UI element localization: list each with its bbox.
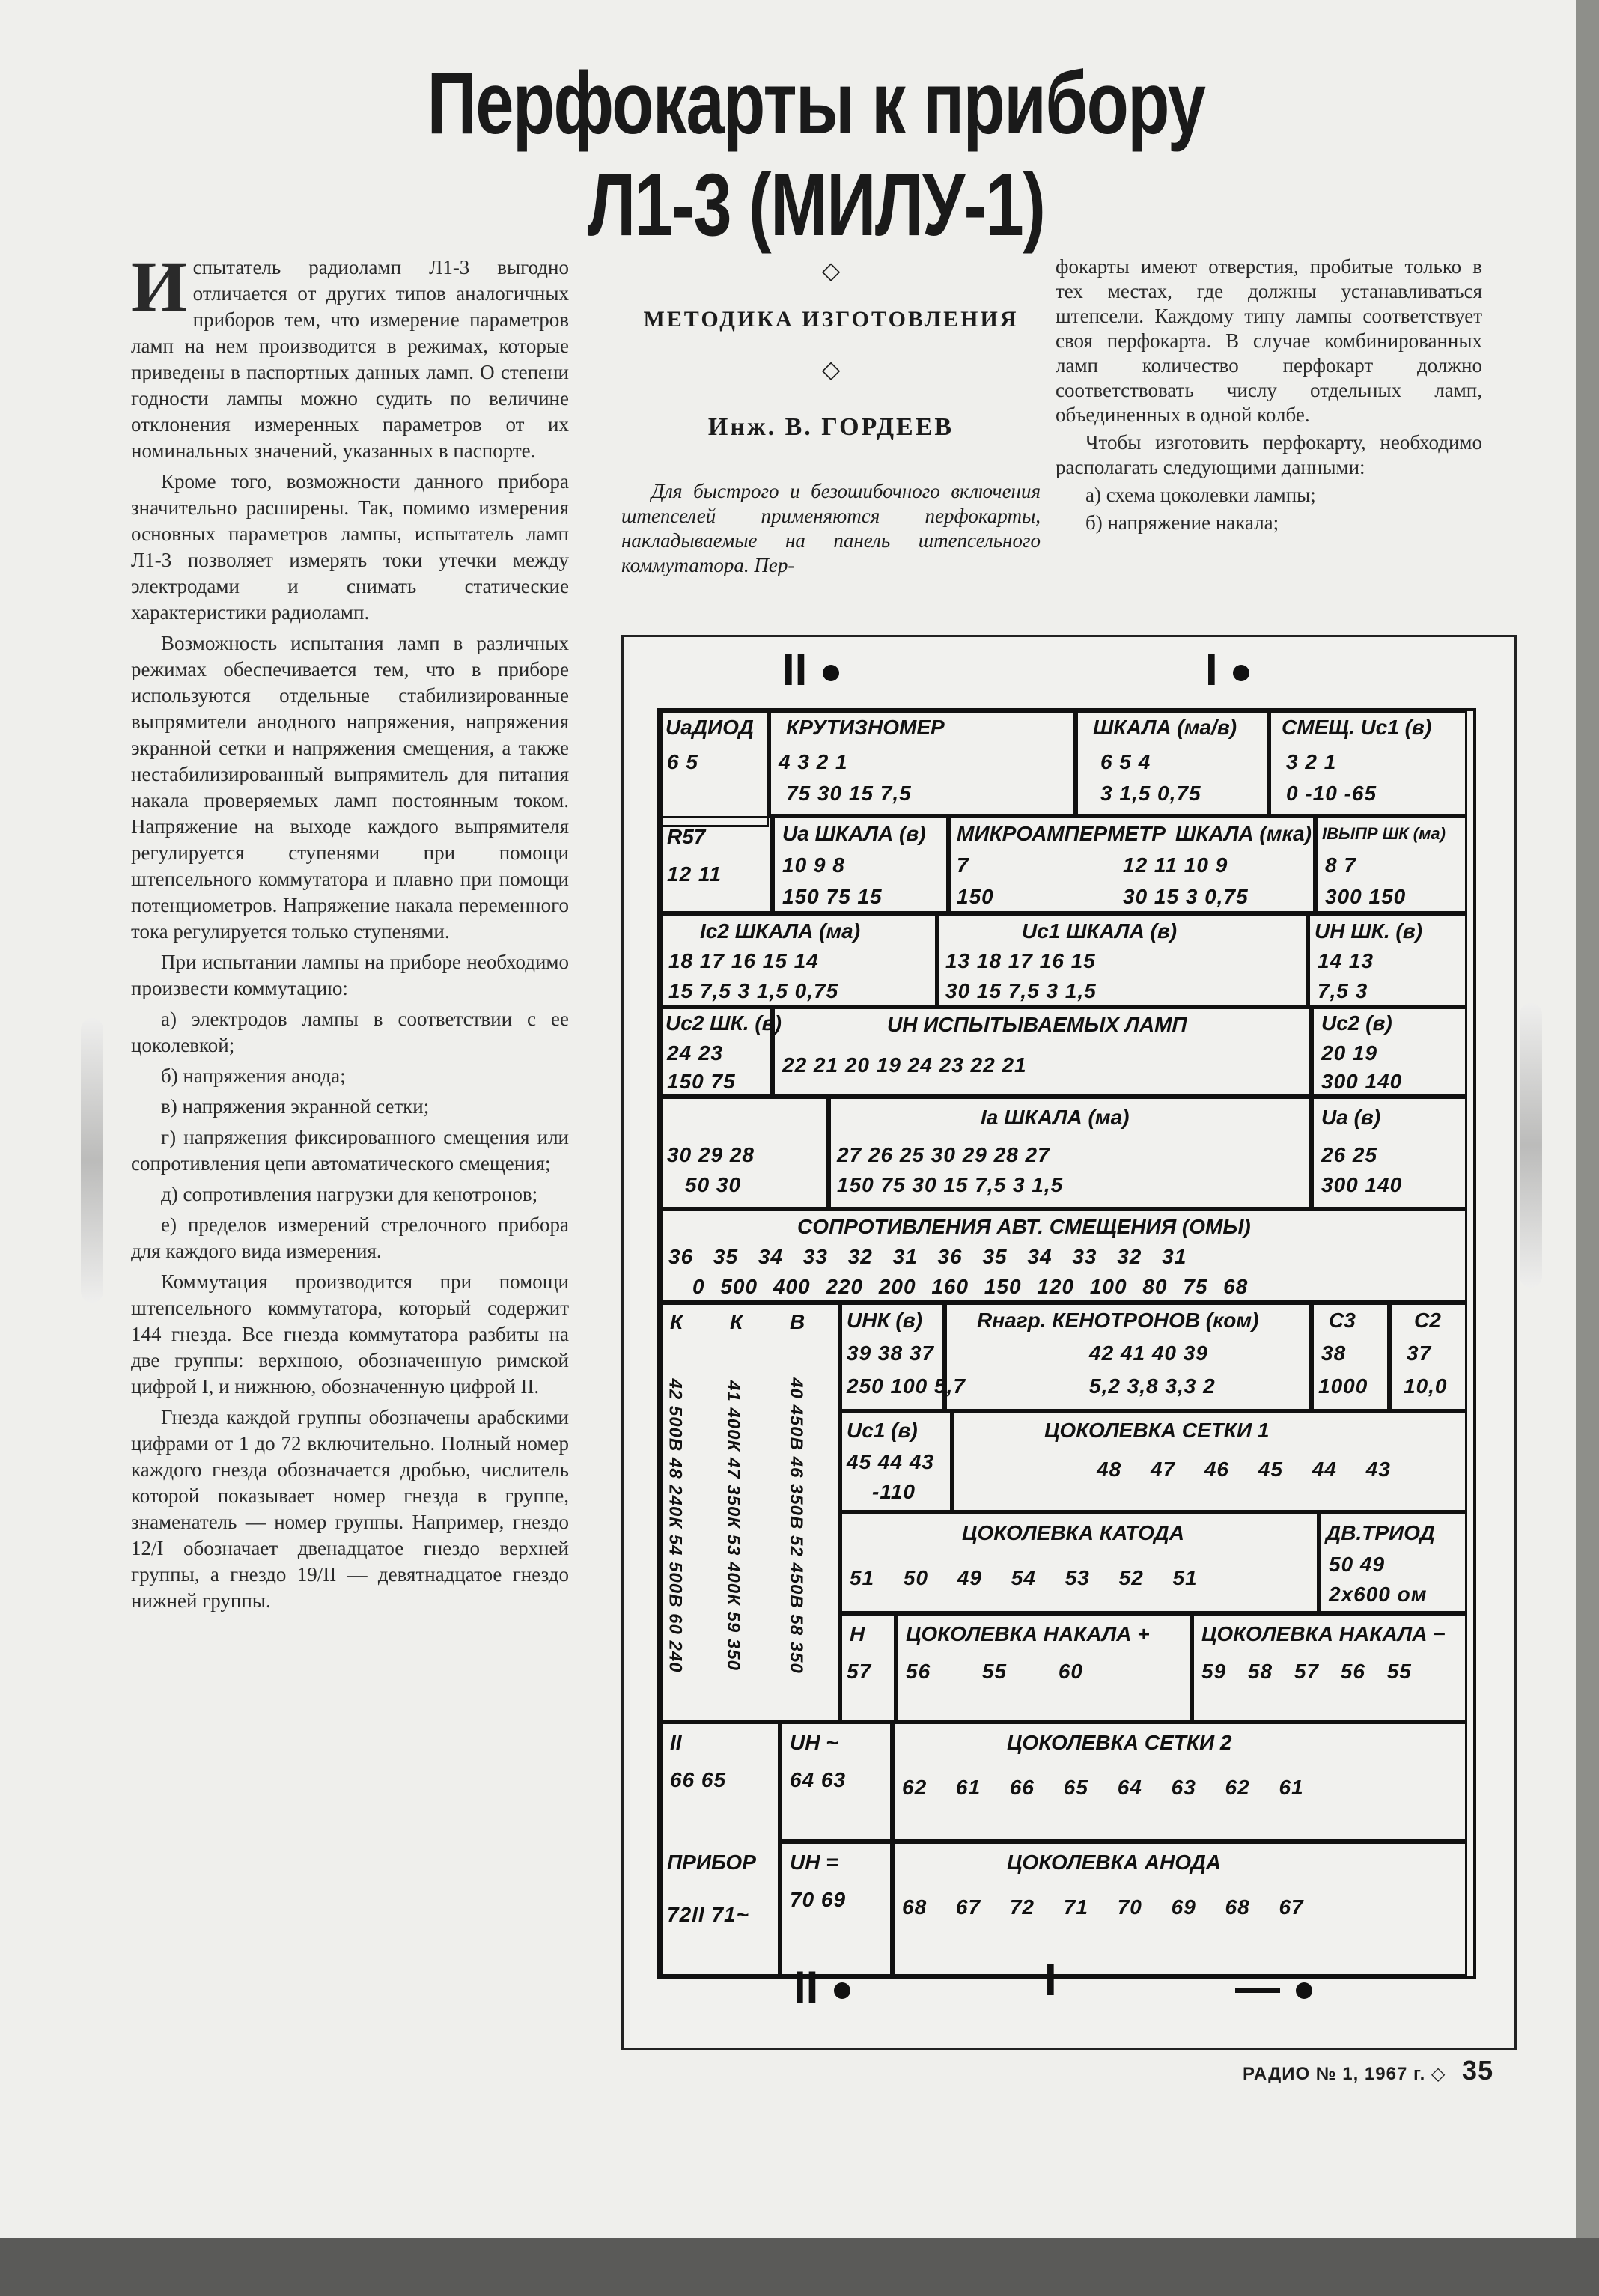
paragraph: фокарты имеют отверстия, пробитые только в тех местах, где должны устанавливаться штепсели. Каждому типу лампы соответствует своя перфокарта. В случае комбинированных ламп количество перфокарт должно соответствовать числу отдельных ламп, объединенных в одной колбе. <box>1056 255 1482 426</box>
list-item: г) напряжения фиксированного смещения или сопротивления цепи автоматического смещения; <box>131 1126 569 1175</box>
section-title: МЕТОДИКА ИЗГОТОВЛЕНИЯ <box>643 307 1019 332</box>
list-item: д) сопротивления нагрузки для кенотронов; <box>161 1183 538 1205</box>
paragraph: спытатель радиоламп Л1-3 выгодно отличается от других типов аналогичных приборов тем, что измерение параметров ламп на нем производится в режимах, которые приведены в паспортных данных ламп. О степени годности лампы можно судить по величине отклонения измеренных параметров от их номинальных значений, указанных в паспорте. <box>131 256 569 462</box>
list-item: а) электродов лампы в соответствии с ее цоколевкой; <box>131 1008 569 1056</box>
article-column-2 <box>621 255 1041 578</box>
cell-nakal-plus: ЦОКОЛЕВКА НАКАЛА + 56 55 60 <box>896 1613 1192 1722</box>
paragraph: Коммутация производится при помощи штепсельного коммутатора, который содержит 144 гнезда. Все гнезда коммутатора разбиты на две группы: верхнюю, обозначенную римской цифрой I, и нижнюю, обозначенную цифрой II. <box>131 1270 569 1398</box>
page-footer <box>1243 2055 1493 2086</box>
page-number: 35 <box>1462 2055 1494 2086</box>
journal-info: РАДИО № 1, 1967 г. <box>1243 2064 1426 2084</box>
cell-cokolevka-anoda: ЦОКОЛЕВКА АНОДА 68 67 72 71 70 69 68 67 <box>892 1842 1467 1976</box>
binding-shadow <box>81 1018 103 1303</box>
cell-ua-shkala: Uа ШКАЛА (в) 10 9 8 150 75 15 <box>773 816 948 913</box>
paragraph: Чтобы изготовить перфокарту, необходимо располагать следующими данными: <box>1056 431 1482 478</box>
cell-r57: R57 12 11 <box>660 816 773 913</box>
list-item: б) напряжение накала; <box>1085 511 1279 534</box>
cell-uadiod: UаДИОД 6 5 <box>660 711 769 827</box>
cell-smeshenie: СМЕЩ. Uс1 (в) 3 2 1 0 -10 -65 <box>1269 711 1467 816</box>
cell-cokolevka-setki-1: ЦОКОЛЕВКА СЕТКИ 1 48 47 46 45 44 43 <box>952 1411 1467 1512</box>
paragraph: Для быстрого и безошибочного включения штепселей применяются перфокарты, накладываемые на панель штепсельного коммутатора. Пер- <box>621 480 1041 576</box>
cell-soprotivleniya: СОПРОТИВЛЕНИЯ АВТ. СМЕЩЕНИЯ (ОМЫ) 36 35 34 33 32 31 36 35 34 33 32 31 0 500 400 220 200 160 150 120 100 80 75 68 <box>660 1209 1467 1303</box>
group-mark-ii: II <box>782 644 842 695</box>
cell-ua-v: Uа (в) 26 25 300 140 <box>1312 1097 1467 1209</box>
cell-uc1-v: Uс1 (в) 45 44 43 -110 <box>840 1411 952 1512</box>
group-mark-i: I <box>1044 1955 1057 2005</box>
binding-shadow <box>1520 1003 1542 1288</box>
cell-uh-ac: UН ~ 64 63 <box>780 1722 892 1842</box>
list-item: а) схема цоколевки лампы; <box>1085 484 1316 506</box>
cell-c2: С2 37 10,0 <box>1389 1303 1467 1411</box>
cell-ic2-shkala: Ic2 ШКАЛА (ма) 18 17 16 15 14 15 7,5 3 1,5 0,75 <box>660 913 937 1007</box>
author: Инж. В. ГОРДЕЕВ <box>707 413 954 441</box>
cell-nakal-minus: ЦОКОЛЕВКА НАКАЛА − 59 58 57 56 55 <box>1192 1613 1467 1722</box>
list-item: в) напряжения экранной сетки; <box>161 1095 430 1118</box>
cell-krutiznomer: КРУТИЗНОМЕР 4 3 2 1 75 30 15 7,5 <box>769 711 1076 816</box>
dropcap: И <box>131 246 187 326</box>
page-title: Перфокарты к прибору Л1-3 (МИЛУ-1) <box>427 54 1205 255</box>
cell-microampermetr: МИКРОАМПЕРМЕТР 7 150 ШКАЛА (мка) 12 11 10 9 30 15 3 0,75 <box>948 816 1315 913</box>
diamond-ornament: ◇ <box>1431 2064 1446 2084</box>
paragraph: Кроме того, возможности данного прибора значительно расширены. Так, помимо измерения основных параметров лампы, испытатель ламп Л1-3 позволяет измерять токи утечки между электродами и снимать статические характеристики радиоламп. <box>131 470 569 624</box>
cell-pribor: II 66 65 ПРИБОР 72II 71~ <box>660 1722 780 1976</box>
socket-grid <box>657 708 1476 1979</box>
list-item: б) напряжения анода; <box>161 1065 346 1087</box>
cell-uh-ispyt: UН ИСПЫТЫВАЕМЫХ ЛАМП 22 21 20 19 24 23 22 21 <box>773 1007 1312 1097</box>
cell-unk: UНК (в) 39 38 37 250 100 5,7 <box>840 1303 945 1411</box>
group-mark-ii: II <box>794 1961 853 2013</box>
paragraph: При испытании лампы на приборе необходимо произвести коммутацию: <box>131 951 569 999</box>
article-column-3 <box>1056 255 1482 538</box>
diamond-ornament: ◇ <box>821 257 841 284</box>
article-column-1 <box>131 246 569 1619</box>
cell-cokolevka-katoda: ЦОКОЛЕВКА КАТОДА 51 50 49 54 53 52 51 <box>840 1512 1319 1613</box>
background-strip <box>0 2238 1599 2296</box>
cell-rnagr: Rнагр. КЕНОТРОНОВ (ком) 42 41 40 39 5,2 3,8 3,3 2 <box>945 1303 1312 1411</box>
cell-dv-triod: ДВ.ТРИОД 50 49 2х600 ом <box>1319 1512 1467 1613</box>
cell-cokolevka-setki-2: ЦОКОЛЕВКА СЕТКИ 2 62 61 66 65 64 63 62 61 <box>892 1722 1467 1842</box>
cell-left-column: К К В 42 500В 48 240К 54 500В 60 240 41 400К 47 350К 53 400К 59 350 40 450В 46 350В 52 450В 58 350 <box>660 1303 840 1722</box>
page-edge <box>1576 0 1599 2296</box>
diamond-ornament: ◇ <box>821 356 841 383</box>
cell-ia-shkala: Iа ШКАЛА (ма) 27 26 25 30 29 28 27 150 75 30 15 7,5 3 1,5 <box>829 1097 1312 1209</box>
cell-ivypr: IВЫПР ШК (ма) 8 7 300 150 <box>1315 816 1467 913</box>
paragraph: Гнезда каждой группы обозначены арабскими цифрами от 1 до 72 включительно. Полный номер каждого гнезда обозначается дробью, числитель которой показывает номер гнезда в группе, знаменатель — номер группы. Например, гнездо 12/I обозначает двенадцатое гнездо верхней группы, а гнездо 19/II — девятнадцатое гнездо нижней группы. <box>131 1406 569 1612</box>
cell-h: Н 57 <box>840 1613 896 1722</box>
cell-shkala-ma: ШКАЛА (ма/в) 6 5 4 3 1,5 0,75 <box>1076 711 1269 816</box>
cell-uc2-shk: Uс2 ШК. (в) 24 23 150 75 <box>660 1007 773 1097</box>
list-item: е) пределов измерений стрелочного прибора для каждого вида измерения. <box>131 1214 569 1262</box>
cell-left-30: 30 29 28 50 30 <box>660 1097 829 1209</box>
cell-uh-shk: UН ШК. (в) 14 13 7,5 3 <box>1308 913 1467 1007</box>
group-mark-dash: — <box>1235 1961 1315 2013</box>
paragraph: Возможность испытания ламп в различных режимах обеспечивается тем, что в приборе используются отдельные стабилизированные выпрямители анодного напряжения, напряжения экранной сетки и напряжения смещения, а также нестабилизированный выпрямитель для питания накала проверяемых ламп постоянным током. Напряжение на выходе каждого выпрямителя регулируется ступенями при помощи штепсельного коммутатора и плавно при помощи потенциометров. Напряжение накала переменного тока регулируется только ступенями. <box>131 632 569 943</box>
group-mark-i: I <box>1205 644 1252 695</box>
cell-c3: С3 38 1000 <box>1312 1303 1389 1411</box>
cell-uh-dc: UН = 70 69 <box>780 1842 892 1976</box>
cell-uc2: Uс2 (в) 20 19 300 140 <box>1312 1007 1467 1097</box>
cell-uc1-shkala: Uс1 ШКАЛА (в) 13 18 17 16 15 30 15 7,5 3 1,5 <box>937 913 1308 1007</box>
